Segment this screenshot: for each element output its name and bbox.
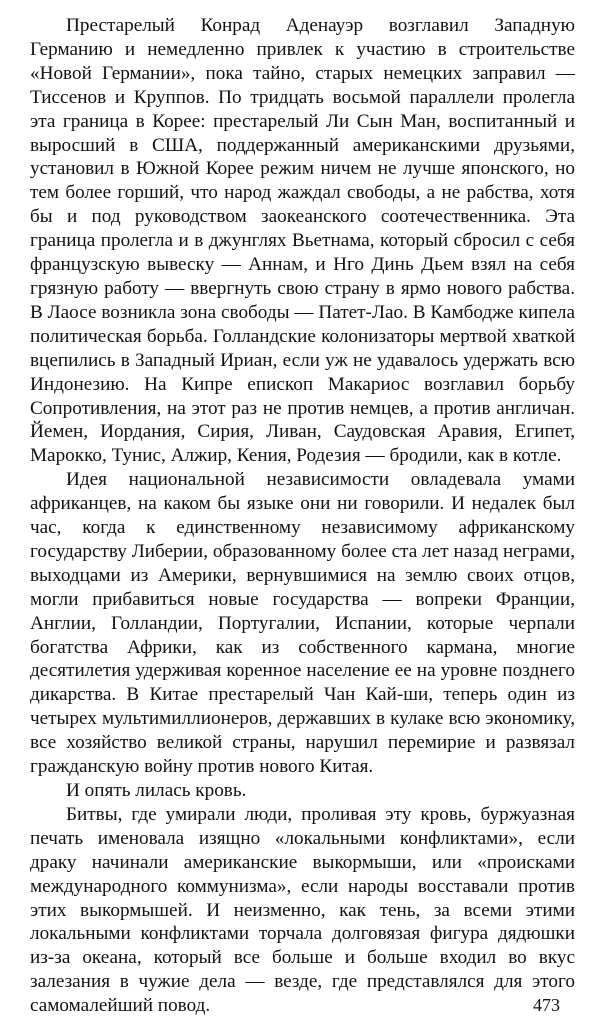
body-text xyxy=(30,14,575,1018)
page-number: 473 xyxy=(533,995,560,1015)
paragraph-local-conflicts: Битвы, где умирали люди, проливая эту кровь, буржуазная печать именовала изящно «локальными конфликтами», если драку начинали американские выкормыши, или «происками международного коммунизма», если народы восставали против этих выкормышей. И неизменно, как тень, за всеми этими локальными конфликтами торчала долговязая фигура дядюшки из-за океана, который все больше и больше входил во вкус залезания в чужие дела — везде, где представлялся для этого самомалейший повод. xyxy=(30,803,575,1017)
paragraph-adenauer-korea-vietnam: Престарелый Конрад Аденауэр возглавил Западную Германию и немедленно привлек к участию в строительстве «Новой Германии», пока тайно, старых немецких заправил — Тиссенов и Круппов. По тридцать восьмой параллели пролегла эта граница в Корее: престарелый Ли Сын Ман, воспитанный и выросший в США, поддержанный американскими друзьями, установил в Южной Корее режим ничем не лучше японского, но тем более горший, что народ жаждал свободы, а не рабства, хотя бы и под руководством заокеанского соотечественника. Эта граница пролегла и в джунглях Вьетнама, который сбросил с себя французскую вывеску — Аннам, и Нго Динь Дьем взял на себя грязную работу — ввергнуть свою страну в ярмо нового рабства. В Лаосе возникла зона свободы — Патет-Лао. В Камбодже кипела политическая борьба. Голландские колонизаторы мертвой хваткой вцепились в Западный Ириан, если уж не удавалось удержать всю Индонезию. На Кипре епископ Макариос возглавил борьбу Сопротивления, на этот раз не против немцев, а против англичан. Йемен, Иордания, Сирия, Ливан, Саудовская Аравия, Египет, Марокко, Тунис, Алжир, Кения, Родезия — бродили, как в котле. xyxy=(30,15,575,467)
book-page xyxy=(30,14,575,1024)
paragraph-blood-again: И опять лилась кровь. xyxy=(66,780,247,801)
paragraph-african-independence: Идея национальной независимости овладевала умами африканцев, на каком бы языке они ни говорили. И недалек был час, когда к единственному независимому африканскому государству Либерии, образованному более ста лет назад неграми, выходцами из Америки, вернувшимися на землю своих отцов, могли прибавиться новые государства — вопреки Франции, Англии, Голландии, Португалии, Испании, которые черпали богатства Африки, как из собственного кармана, многие десятилетия удерживая коренное население ее на уровне позднего дикарства. В Китае престарелый Чан Кай-ши, теперь один из четырех мультимиллионеров, державших в кулаке всю экономику, все хозяйство великой страны, нарушил перемирие и развязал гражданскую войну против нового Китая. xyxy=(30,469,575,778)
